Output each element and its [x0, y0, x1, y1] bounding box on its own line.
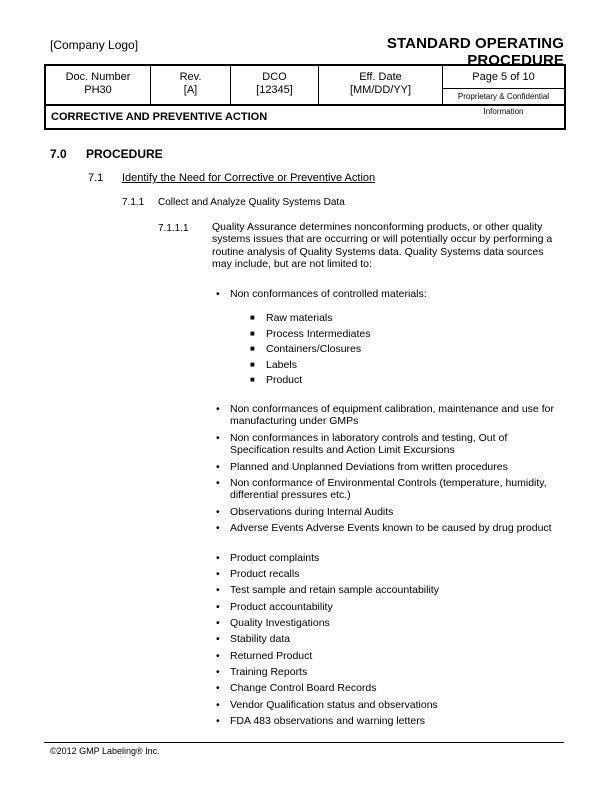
bullet-dot-icon: •: [216, 584, 220, 596]
subsubsection-title: Collect and Analyze Quality Systems Data: [158, 197, 345, 208]
square-bullet-icon: ■: [250, 344, 255, 353]
paragraph-text: Quality Assurance determines nonconforming products, or other quality systems issues that are occurring or will potentially occur by performing a routine analysis of Quality Systems data. Quality Systems data sources may include, but are not limited to:: [212, 221, 553, 271]
bullet-text: Non conformances of equipment calibration, maintenance and use for manufacturing under GMPs: [230, 403, 554, 428]
document-header-table: [44, 64, 566, 130]
bullet-text: Non conformance of Environmental Controls (temperature, humidity, differential pressures etc.): [230, 477, 547, 502]
header-info-row: [46, 66, 564, 116]
bullet-text: Product recalls: [230, 568, 300, 580]
sub-bullet-text: Process Intermediates: [266, 328, 371, 340]
sub-bullet-text: Labels: [266, 359, 297, 371]
bullet-text: Product complaints: [230, 552, 320, 564]
bullet-text: Planned and Unplanned Deviations from written procedures: [230, 461, 508, 473]
bullet-dot-icon: •: [216, 461, 220, 473]
bullet-dot-icon: •: [216, 699, 220, 711]
bullet-dot-icon: •: [216, 682, 220, 694]
bullet-dot-icon: •: [216, 715, 220, 727]
effective-date-value: [MM/DD/YY]: [349, 84, 412, 96]
bullet-dot-icon: •: [216, 601, 220, 613]
subsection-number: 7.1: [88, 172, 104, 184]
bullet-text: Training Reports: [230, 666, 308, 678]
footer-copyright: ©2012 GMP Labeling® Inc.: [50, 746, 160, 756]
bullet-dot-icon: •: [216, 552, 220, 564]
bullet-dot-icon: •: [216, 288, 220, 300]
page-info-cell: [442, 66, 564, 116]
bullet-text: Stability data: [230, 633, 291, 645]
bullet-text: Vendor Qualification status and observations: [230, 699, 438, 711]
subsection-title: Identify the Need for Corrective or Preventive Action: [122, 172, 376, 184]
paragraph-number: 7.1.1.1: [158, 223, 189, 234]
footer-divider: [44, 742, 564, 743]
bullet-dot-icon: •: [216, 617, 220, 629]
bullet-text: Observations during Internal Audits: [230, 506, 394, 518]
section-number: 7.0: [50, 147, 67, 161]
bullet-dot-icon: •: [216, 403, 220, 415]
bullet-dot-icon: •: [216, 666, 220, 678]
bullet-text: Change Control Board Records: [230, 682, 377, 694]
bullet-dot-icon: •: [216, 522, 220, 534]
doc-number-value: PH30: [84, 84, 112, 96]
revision-label: Rev.: [179, 71, 202, 83]
confidential-notice: Proprietary & Confidential Information: [457, 92, 550, 116]
bullet-dot-icon: •: [216, 633, 220, 645]
square-bullet-icon: ■: [250, 360, 255, 369]
bullet-dot-icon: •: [216, 568, 220, 580]
square-bullet-icon: ■: [250, 375, 255, 384]
bullet-text: FDA 483 observations and warning letters: [230, 715, 425, 727]
revision-cell: [150, 66, 230, 104]
company-logo-placeholder: [Company Logo]: [50, 38, 139, 52]
bullet-text: Adverse Events Adverse Events known to be caused by drug product: [230, 522, 552, 534]
section-title: PROCEDURE: [86, 147, 163, 161]
square-bullet-icon: ■: [250, 329, 255, 338]
doc-number-cell: [46, 66, 150, 104]
document-title: STANDARD OPERATING PROCEDURE: [386, 35, 564, 69]
dco-cell: [230, 66, 318, 104]
effective-date-label: Eff. Date: [359, 71, 402, 83]
bullet-dot-icon: •: [216, 650, 220, 662]
sub-bullet-text: Raw materials: [266, 312, 333, 324]
effective-date-cell: [318, 66, 442, 104]
subsubsection-number: 7.1.1: [122, 197, 145, 208]
bullet-text: Product accountability: [230, 601, 333, 613]
procedure-subject: CORRECTIVE AND PREVENTIVE ACTION: [51, 111, 268, 123]
bullet-dot-icon: •: [216, 477, 220, 489]
revision-value: [A]: [183, 84, 198, 96]
bullet-text: Quality Investigations: [230, 617, 330, 629]
dco-label: DCO: [262, 71, 287, 83]
bullet-text: Test sample and retain sample accountability: [230, 584, 439, 596]
bullet-dot-icon: •: [216, 506, 220, 518]
doc-number-label: Doc. Number: [65, 71, 131, 83]
sub-bullet-text: Product: [266, 374, 303, 386]
page-number: Page 5 of 10: [443, 66, 564, 89]
bullet-text: Non conformances of controlled materials:: [230, 288, 427, 300]
square-bullet-icon: ■: [250, 313, 255, 322]
bullet-text: Non conformances in laboratory controls and testing, Out of Specification results and Action Limit Excursions: [230, 432, 508, 457]
bullet-text: Returned Product: [230, 650, 313, 662]
sub-bullet-text: Containers/Closures: [266, 343, 362, 355]
dco-value: [12345]: [256, 84, 293, 96]
bullet-dot-icon: •: [216, 432, 220, 444]
